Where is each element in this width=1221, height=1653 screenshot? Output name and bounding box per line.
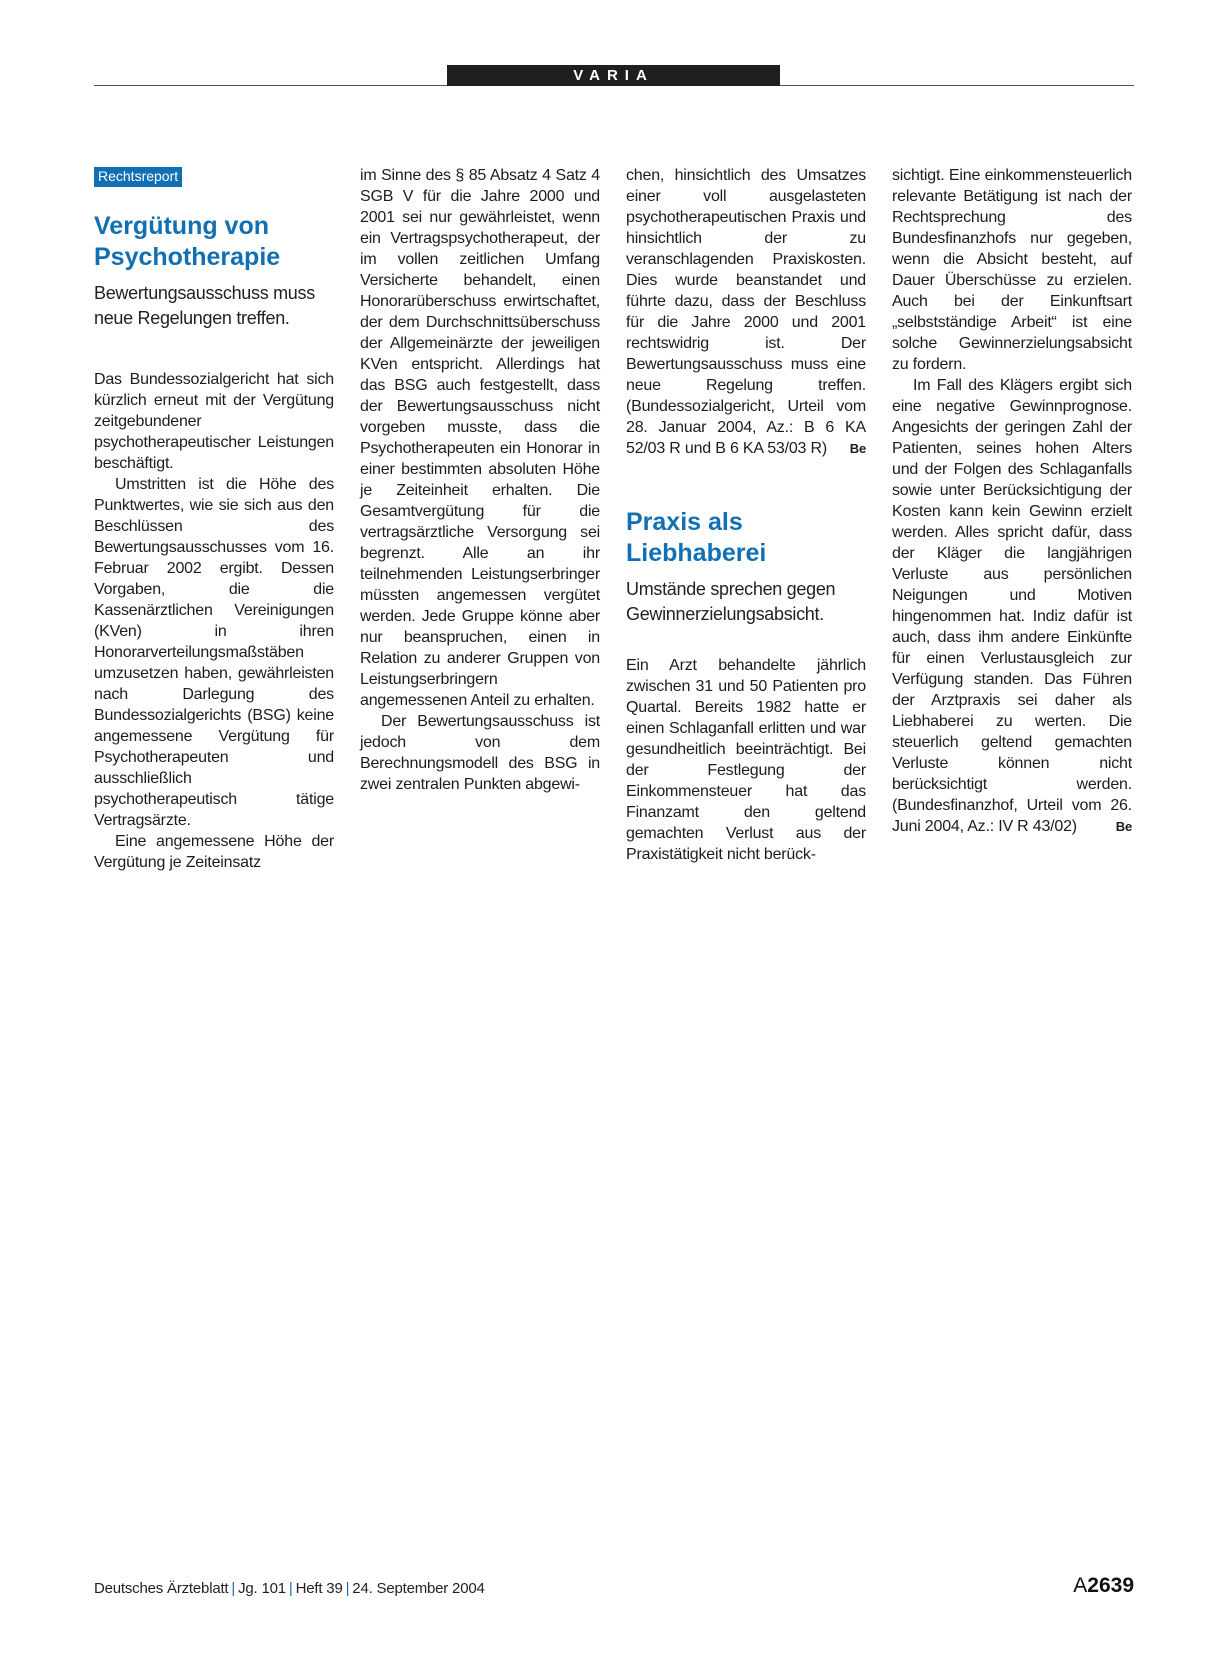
paragraph-text: Im Fall des Klägers ergibt sich eine negative Gewinnprognose. Angesichts der geringen Zahl der Patienten, seines hohen Alters und der Folgen des Schlaganfalls sowie unter Berücksichtigung der Kosten kann kein Gewinn erzielt werden. Alles spricht dafür, dass der Kläger die langjährigen Verluste aus persönlichen Neigungen und Motiven hingenommen hat. Indiz dafür ist auch, dass ihm andere Einkünfte für einen Verlustausgleich zur Verfügung standen. Das Führen der Arztpraxis sei daher als Liebhaberei zu werten. Die steuerlich geltend gemachten Verluste können nicht berücksichtigt werden. (Bundesfinanzhof, Urteil vom 26. Juni 2004, Az.: IV R 43/02): [892, 377, 1132, 835]
article-body-continued: [626, 165, 866, 459]
article-title: Praxis als Liebhaberei: [626, 508, 767, 567]
author-signature: Be: [1115, 819, 1132, 834]
column-3: [626, 165, 866, 865]
paragraph: Ein Arzt behandelte jährlich zwischen 31 und 50 Patienten pro Quartal. Bereits 1982 hatte er einen Schlaganfall erlitten und war gesundheitlich beeinträchtigt. Bei der Festlegung der Einkommensteuer hat das Finanzamt den geltend gemachten Verlust aus der Praxistätigkeit nicht berück-: [626, 657, 866, 863]
paragraph: Der Bewertungsausschuss ist jedoch von dem Berechnungsmodell des BSG in zwei zentralen Punkten abgewi-: [360, 713, 600, 793]
journal-issue: Heft 39: [295, 1580, 343, 1597]
article-body-continued: [360, 165, 600, 795]
paragraph-continued: [626, 165, 866, 459]
footer-separator: |: [288, 1580, 293, 1597]
page-number-value: 2639: [1087, 1574, 1134, 1597]
page-footer: [94, 1580, 1134, 1597]
journal-volume: Jg. 101: [238, 1580, 286, 1597]
issue-date: 24. September 2004: [352, 1580, 485, 1597]
paragraph: [892, 375, 1132, 837]
paragraph: Eine angemessene Höhe der Vergütung je Zeiteinsatz: [94, 833, 334, 871]
journal-name: Deutsches Ärzteblatt: [94, 1580, 229, 1597]
paragraph-text: chen, hinsichtlich des Umsatzes einer voll ausgelasteten psychotherapeutischen Praxis und hinsichtlich der zu veranschlagenden Praxiskosten. Dies wurde beanstandet und führte dazu, dass der Beschluss für die Jahre 2000 und 2001 rechtswidrig ist. Der Bewertungsausschuss muss eine neue Regelung treffen. (Bundessozialgericht, Urteil vom 28. Januar 2004, Az.: B 6 KA 52/03 R und B 6 KA 53/03 R): [626, 167, 866, 457]
author-signature: Be: [849, 441, 866, 456]
column-1: [94, 165, 334, 873]
footer-separator: |: [345, 1580, 350, 1597]
footer-separator: |: [231, 1580, 236, 1597]
column-2: [360, 165, 600, 795]
page-prefix: A: [1073, 1574, 1088, 1597]
paragraph-continued: sichtigt. Eine einkommensteuerlich relevante Betätigung ist nach der Rechtsprechung des Bundesfinanzhofs nur gegeben, wenn die Absicht besteht, auf Dauer Überschüsse zu erzielen. Auch bei der Einkunftsart „selbstständige Arbeit“ ist eine solche Gewinnerzielungsabsicht zu fordern.: [892, 167, 1132, 373]
article-body-continued: [892, 165, 1132, 837]
rubric-badge: Rechtsreport: [94, 167, 182, 187]
article-body: [94, 369, 334, 873]
section-header: VARIA: [447, 65, 780, 86]
paragraph: Umstritten ist die Höhe des Punktwertes, wie sie sich aus den Beschlüssen des Bewertungsausschusses vom 16. Februar 2002 ergibt. Dessen Vorgaben, die die Kassenärztlichen Vereinigungen (KVen) in ihren Honorarverteilungsmaßstäben umzusetzen haben, gewährleisten nach Darlegung des Bundessozialgerichts (BSG) keine angemessene Vergütung für Psychotherapeuten und ausschließlich psychotherapeutisch tätige Vertragsärzte.: [94, 476, 334, 829]
article-body: [626, 655, 866, 865]
page-number: [1073, 1574, 1134, 1598]
article-subtitle: Umstände sprechen gegen Gewinnerzielungsabsicht.: [626, 579, 836, 624]
paragraph: Das Bundessozialgericht hat sich kürzlich erneut mit der Vergütung zeitgebundener psychotherapeutischer Leistungen beschäftigt.: [94, 371, 334, 472]
article-subtitle: Bewertungsausschuss muss neue Regelungen treffen.: [94, 283, 315, 328]
column-4: [892, 165, 1132, 837]
paragraph: im Sinne des § 85 Absatz 4 Satz 4 SGB V für die Jahre 2000 und 2001 sei nur gewährleistet, wenn ein Vertragspsychotherapeut, der im vollen zeitlichen Umfang Versicherte behandelt, einen Honorarüberschuss erwirtschaftet, der dem Durchschnittsüberschuss der Allgemeinärzte der jeweiligen KVen entspricht. Allerdings hat das BSG auch festgestellt, dass der Bewertungsausschuss nicht vorgeben musste, dass die Psychotherapeuten ein Honorar in einer bestimmten absoluten Höhe je Zeiteinheit erhalten. Die Gesamtvergütung für die vertragsärztliche Versorgung sei begrenzt. Alle an ihr teilnehmenden Leistungserbringer müssten angemessen vergütet werden. Jede Gruppe könne aber nur beanspruchen, einen in Relation zu anderer Gruppen von Leistungserbringern angemessenen Anteil zu erhalten.: [360, 167, 600, 709]
article-title: Vergütung von Psychotherapie: [94, 212, 281, 271]
